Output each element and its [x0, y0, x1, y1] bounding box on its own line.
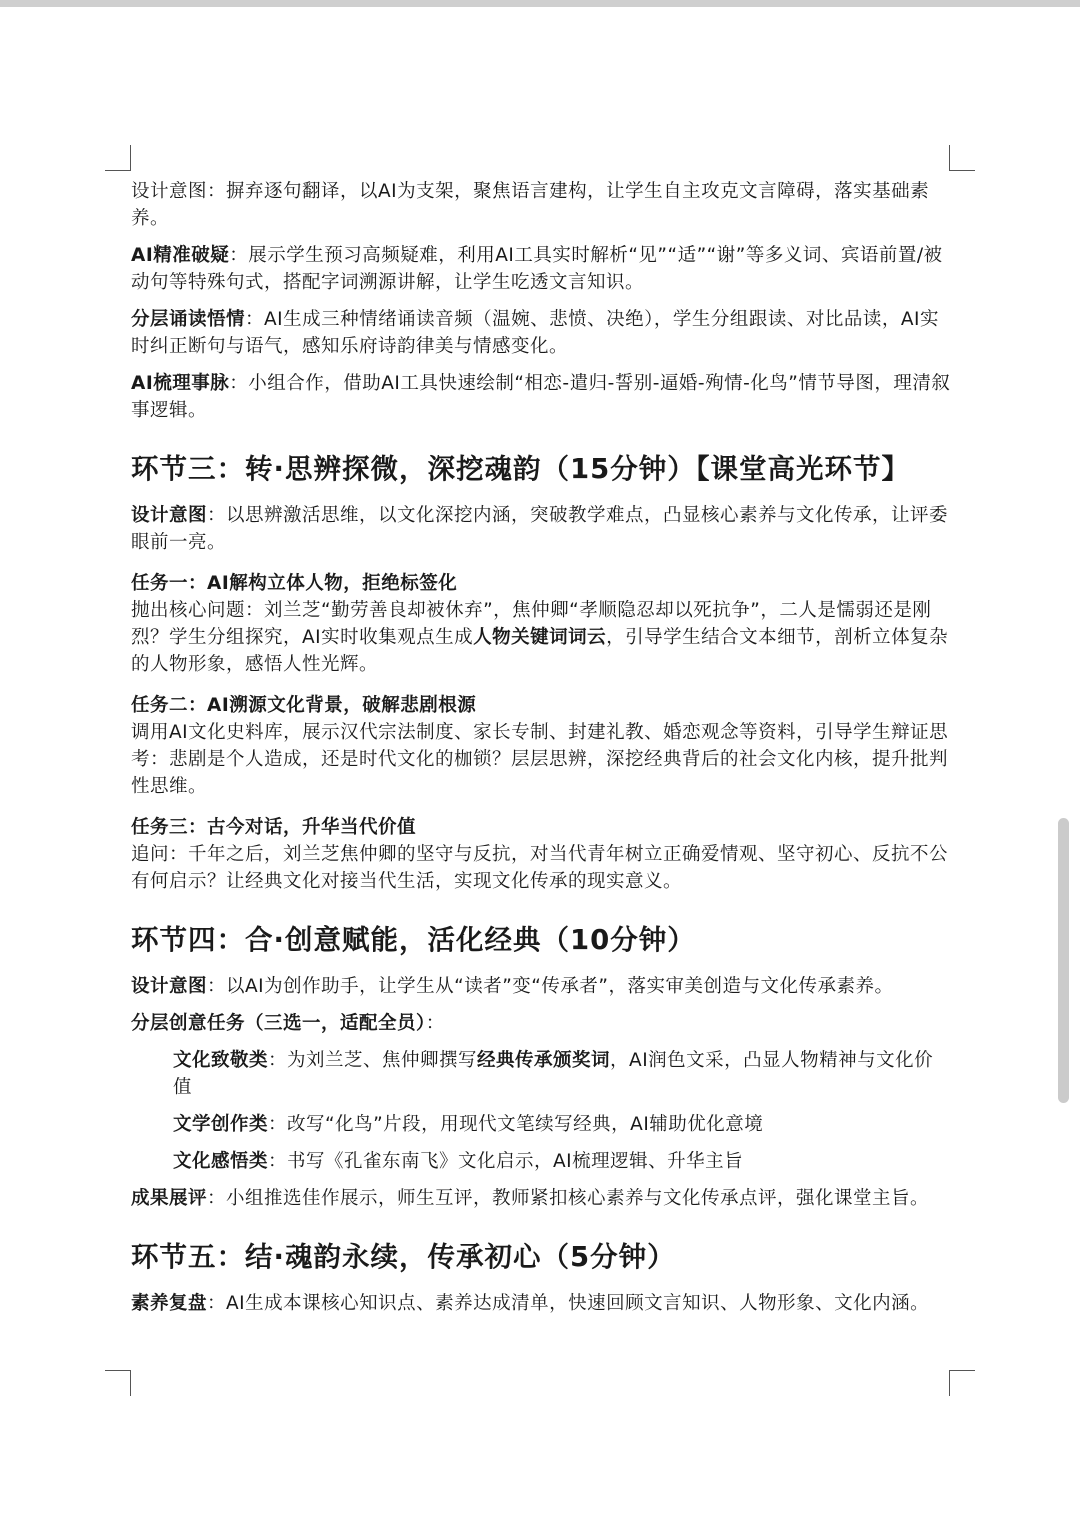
top-bar: [0, 0, 1080, 7]
crop-mark-bottom-right: [949, 1370, 975, 1396]
paragraph-tiered-reading: 分层诵读悟情：AI生成三种情绪诵读音频（温婉、悲愤、决绝），学生分组跟读、对比品读，AI实时纠正断句与语气，感知乐府诗韵律美与情感变化。: [131, 309, 939, 357]
task3-text: 追问：千年之后，刘兰芝焦仲卿的坚守与反抗，对当代青年树立正确爱情观、坚守初心、反抗不公有何启示？让经典文化对接当代生活，实现文化传承的现实意义。: [131, 844, 949, 892]
heading-section-4: 环节四：合·创意赋能，活化经典（10分钟）: [131, 924, 696, 956]
tiered-item-tribute: 文化致敬类：为刘兰芝、焦仲卿撰写经典传承颁奖词，AI润色文采，凸显人物精神与文化价值: [173, 1050, 934, 1098]
paragraph-results-review: 成果展评：小组推选佳作展示，师生互评，教师紧扣核心素养与文化传承点评，强化课堂主旨。: [131, 1188, 930, 1209]
paragraph-design-intent-3: 设计意图：以思辨激活思维，以文化深挖内涵，突破教学难点，凸显核心素养与文化传承，让评委眼前一亮。: [131, 505, 949, 553]
heading-section-5: 环节五：结·魂韵永续，传承初心（5分钟）: [131, 1241, 676, 1273]
tiered-item-insight: 文化感悟类：书写《孔雀东南飞》文化启示，AI梳理逻辑、升华主旨: [173, 1151, 744, 1172]
crop-mark-top-left: [105, 145, 131, 171]
paragraph-ai-plot: AI梳理事脉：小组合作，借助AI工具快速绘制“相恋-遣归-誓别-逼婚-殉情-化鸟”情节导图，理清叙事逻辑。: [131, 373, 951, 421]
tiered-item-creative: 文学创作类：改写“化鸟”片段，用现代文笔续写经典，AI辅助优化意境: [173, 1114, 764, 1135]
crop-mark-bottom-left: [105, 1370, 131, 1396]
paragraph-design-intent-4: 设计意图：以AI为创作助手，让学生从“读者”变“传承者”，落实审美创造与文化传承素养。: [131, 976, 894, 997]
crop-mark-top-right: [949, 145, 975, 171]
task3-title: 任务三：古今对话，升华当代价值: [131, 817, 417, 838]
task2-title: 任务二：AI溯源文化背景，破解悲剧根源: [131, 695, 477, 716]
scrollbar-thumb[interactable]: [1058, 818, 1069, 1103]
document-body: [131, 178, 951, 1317]
paragraph-literacy-review: 素养复盘：AI生成本课核心知识点、素养达成清单，快速回顾文言知识、人物形象、文化内涵。: [131, 1293, 930, 1314]
tiered-tasks-label: 分层创意任务（三选一，适配全员）：: [131, 1013, 445, 1034]
task1-title: 任务一：AI解构立体人物，拒绝标签化: [131, 573, 458, 594]
heading-section-3: 环节三：转·思辨探微，深挖魂韵（15分钟）【课堂高光环节】: [131, 453, 910, 485]
task2-text: 调用AI文化史料库，展示汉代宗法制度、家长专制、封建礼教、婚恋观念等资料，引导学生辩证思考：悲剧是个人造成，还是时代文化的枷锁？层层思辨，深挖经典背后的社会文化内核，提升批判性思维。: [131, 722, 949, 797]
task1-text: 抛出核心问题：刘兰芝“勤劳善良却被休弃”，焦仲卿“孝顺隐忍却以死抗争”，二人是懦弱还是刚烈？学生分组探究，AI实时收集观点生成人物关键词词云，引导学生结合文本细节，剖析立体复杂的人物形象，感悟人性光辉。: [131, 600, 949, 675]
paragraph-design-intent-2: 设计意图：摒弃逐句翻译，以AI为支架，聚焦语言建构，让学生自主攻克文言障碍，落实基础素养。: [131, 181, 930, 229]
paragraph-ai-precise: AI精准破疑：展示学生预习高频疑难，利用AI工具实时解析“见”“适”“谢”等多义词、宾语前置/被动句等特殊句式，搭配字词溯源讲解，让学生吃透文言知识。: [131, 245, 943, 293]
